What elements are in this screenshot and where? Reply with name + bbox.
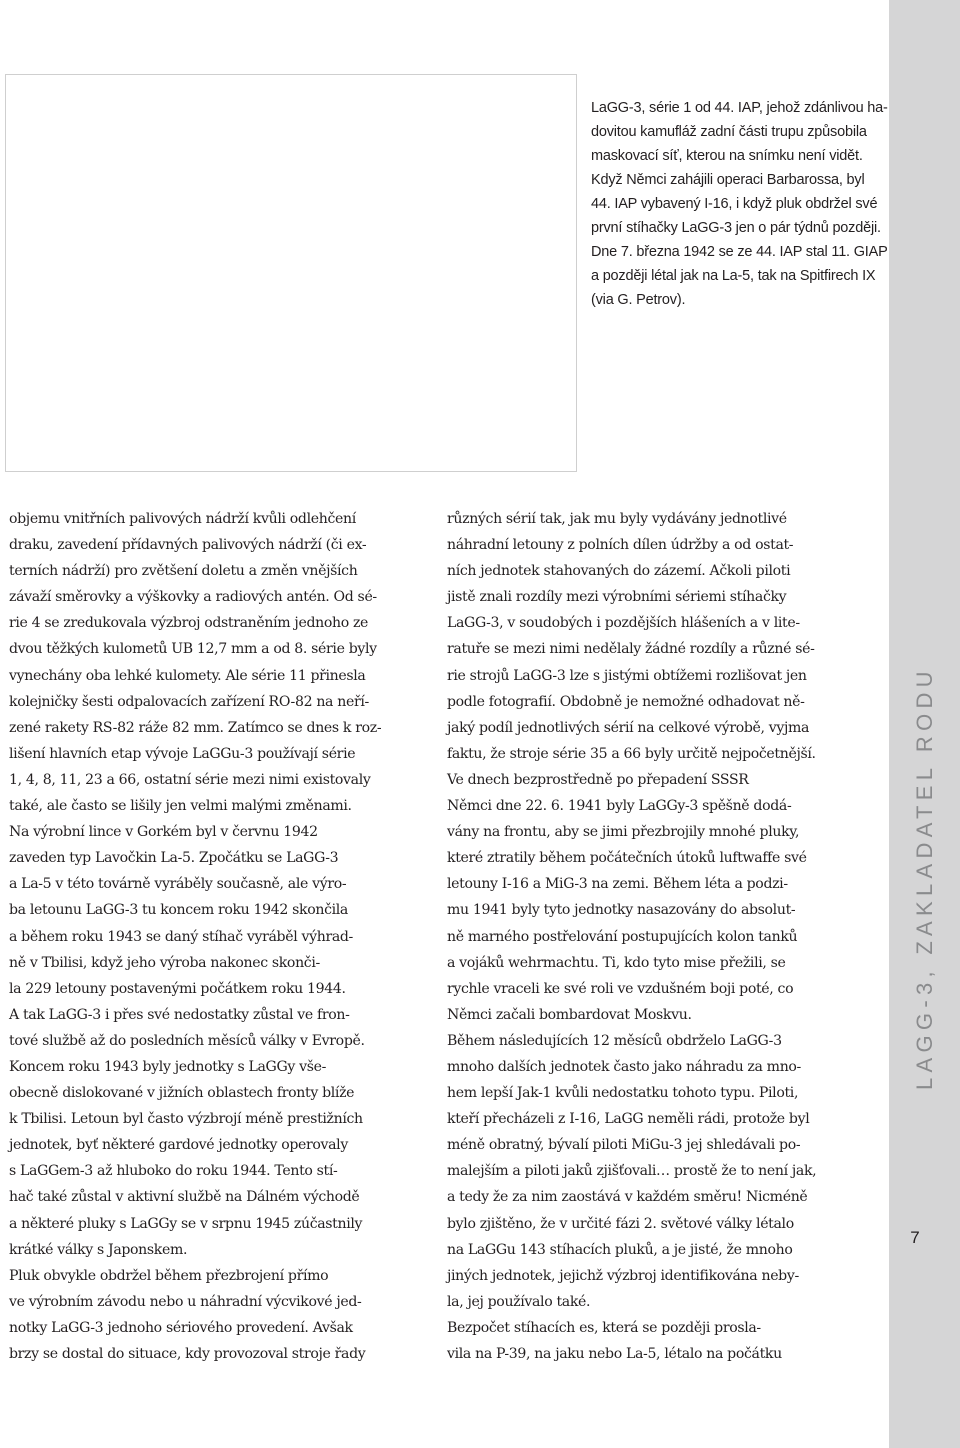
text-line: rie strojů LaGG-3 lze s jistými obtížemi rozlišovat jen [447,667,807,684]
text-line: bylo zjištěno, že v určité fázi 2. světové války létalo [447,1215,794,1232]
text-line: rychle vraceli ke své roli ve vzdušném boji poté, co [447,980,794,997]
text-line: ve výrobním závodu nebo u náhradní výcvikové jed- [9,1293,362,1310]
text-line: ně v Tbilisi, když jeho výroba nakonec skonči- [9,954,320,971]
text-line: dvou těžkých kulometů UB 12,7 mm a od 8. série byly [9,641,377,658]
text-line: ratuře se mezi nimi nedělaly žádné rozdíly a různé sé- [447,641,815,658]
text-line: krátké války s Japonskem. [9,1241,188,1258]
text-line: a některé pluky s LaGGy se v srpnu 1945 zúčastnily [9,1215,363,1232]
text-line: různých sérií tak, jak mu byly vydávány jednotlivé [447,511,787,527]
caption-line: LaGG-3, série 1 od 44. IAP, jehož zdánlivou ha- [591,100,888,116]
caption-line: dovitou kamufláž zadní části trupu způsobila [591,124,867,140]
text-line: jaký podíl jednotlivých sérií na celkové výrobě, vyjma [447,719,810,736]
text-line: Koncem roku 1943 byly jednotky s LaGGy vše- [9,1058,327,1075]
text-line: jistě znali rozdíly mezi výrobními sériemi stíhačky [447,589,787,606]
text-column-left [9,506,423,1367]
text-line: a během roku 1943 se daný stíhač vyráběl výhrad- [9,928,353,945]
text-line: LaGG-3, v soudobých i pozdějších hlášeních a v lite- [447,615,800,632]
page-number: 7 [910,1228,920,1247]
text-line: letouny I-16 a MiG-3 na zemi. Během léta a podzi- [447,876,788,893]
caption-line: první stíhačky LaGG-3 jen o pár týdnů později. [591,220,881,236]
text-line: mnoho dalších jednotek často jako náhradu za mno- [447,1058,801,1075]
text-line: a La-5 v této továrně vyráběly současně, ale výro- [9,876,347,893]
text-line: la 229 letouny postavenými počátkem roku 1944. [9,980,346,997]
text-line: A tak LaGG-3 i přes své nedostatky zůstal ve fron- [9,1006,350,1023]
text-line: brzy se dostal do situace, kdy provozoval stroje řady [9,1346,366,1362]
text-line: a tedy že za nim zaostává v každém směru! Nicméně [447,1189,808,1206]
text-line: terních nádrží) pro zvětšení doletu a změn vnějších [9,563,358,580]
text-line: la, jej používalo také. [447,1293,591,1310]
text-line: vynechány oba lehké kulomety. Ale série 11 přinesla [9,667,366,684]
text-line: Na výrobní lince v Gorkém byl v červnu 1942 [9,824,318,841]
text-line: vila na P-39, na jaku nebo La-5, létalo na počátku [447,1346,782,1362]
caption-line: Dne 7. března 1942 se ze 44. IAP stal 11. GIAP [591,244,888,260]
text-line: 1, 4, 8, 11, 23 a 66, ostatní série mezi nimi existovaly [9,771,371,788]
photo-placeholder [5,74,577,472]
text-line: hač také zůstal v aktivní službě na Dálném východě [9,1189,360,1206]
text-line: Během následujících 12 měsíců obdrželo LaGG-3 [447,1032,782,1049]
chapter-title: LAGG-3, ZAKLADATEL RODU [912,666,937,1090]
text-line: na LaGGu 143 stíhacích pluků, a je jisté, že mnoho [447,1241,793,1258]
text-line: méně obratný, bývalí piloti MiGu-3 jej shledávali po- [447,1137,801,1154]
text-line: Ve dnech bezprostředně po přepadení SSSR [447,771,749,788]
text-line: ně marného postřelování postupujících kolon tanků [447,928,798,945]
text-line: kolejničky šesti odpalovacích zařízení RO-82 na neří- [9,693,369,710]
text-line: hem lepší Jak-1 kvůli nedostatku tohoto typu. Piloti, [447,1085,799,1102]
text-line: notky LaGG-3 jednoho sériového provedení. Avšak [9,1319,353,1336]
text-line: lišení hlavních etap vývoje LaGGu-3 používají série [9,745,356,762]
caption-line: maskovací síť, kterou na snímku není vidět. [591,148,863,164]
caption-line: 44. IAP vybavený I-16, i když pluk obdržel své [591,196,878,212]
caption-line: Když Němci zahájili operaci Barbarossa, byl [591,172,865,188]
text-line: kteří přecházeli z I-16, LaGG neměli rádi, protože byl [447,1111,810,1128]
text-line: ba letounu LaGG-3 tu koncem roku 1942 skončila [9,902,348,919]
caption-line: a později létal jak na La-5, tak na Spitfirech IX [591,268,876,284]
text-line: tové službě až do posledních měsíců války v Evropě. [9,1032,365,1049]
text-line: s LaGGem-3 až hluboko do roku 1944. Tento stí- [9,1163,338,1180]
text-line: rie 4 se zredukovala výzbroj odstraněním jednoho ze [9,615,369,632]
text-line: Němci dne 22. 6. 1941 byly LaGGy-3 spěšně dodá- [447,798,792,815]
text-column-right [447,506,861,1367]
text-line: náhradní letouny z polních dílen údržby a od ostat- [447,537,794,554]
text-line: zené rakety RS-82 ráže 82 mm. Zatímco se dnes k roz- [9,719,382,736]
text-line: objemu vnitřních palivových nádrží kvůli odlehčení [9,511,356,527]
text-line: závaží směrovky a výškovky a radiových antén. Od sé- [9,589,377,606]
photo-caption [591,96,891,312]
text-line: mu 1941 byly tyto jednotky nasazovány do absolut- [447,902,796,919]
text-line: jednotek, byť některé gardové jednotky operovaly [9,1137,348,1154]
text-line: obecně dislokované v jižních oblastech fronty blíže [9,1085,355,1102]
text-line: Bezpočet stíhacích es, která se později prosla- [447,1319,761,1336]
text-line: draku, zavedení přídavných palivových nádrží (či ex- [9,537,367,554]
text-line: malejším a piloti jaků zjišťovali… prostě že to není jak, [447,1163,817,1180]
text-line: jiných jednotek, jejichž výzbroj identifikována neby- [447,1267,799,1284]
text-line: také, ale často se lišily jen velmi malými změnami. [9,798,352,815]
text-line: podle fotografií. Obdobně je nemožné odhadovat ně- [447,693,805,710]
text-line: ních jednotek stahovaných do zázemí. Ačkoli piloti [447,563,791,580]
text-line: které ztratily během počátečních útoků luftwaffe své [447,850,807,867]
text-line: k Tbilisi. Letoun byl často výzbrojí méně prestižních [9,1111,363,1128]
text-line: zaveden typ Lavočkin La-5. Zpočátku se LaGG-3 [9,850,339,867]
text-line: faktu, že stroje série 35 a 66 byly určitě nejpočetnější. [447,745,816,762]
text-line: vány na frontu, aby se jimi přezbrojily mnohé pluky, [447,824,800,841]
caption-line: (via G. Petrov). [591,292,686,308]
text-line: Pluk obvykle obdržel během přezbrojení přímo [9,1267,329,1284]
text-line: Němci začali bombardovat Moskvu. [447,1006,692,1023]
text-line: a vojáků wehrmachtu. Ti, kdo tyto mise přežili, se [447,954,786,971]
